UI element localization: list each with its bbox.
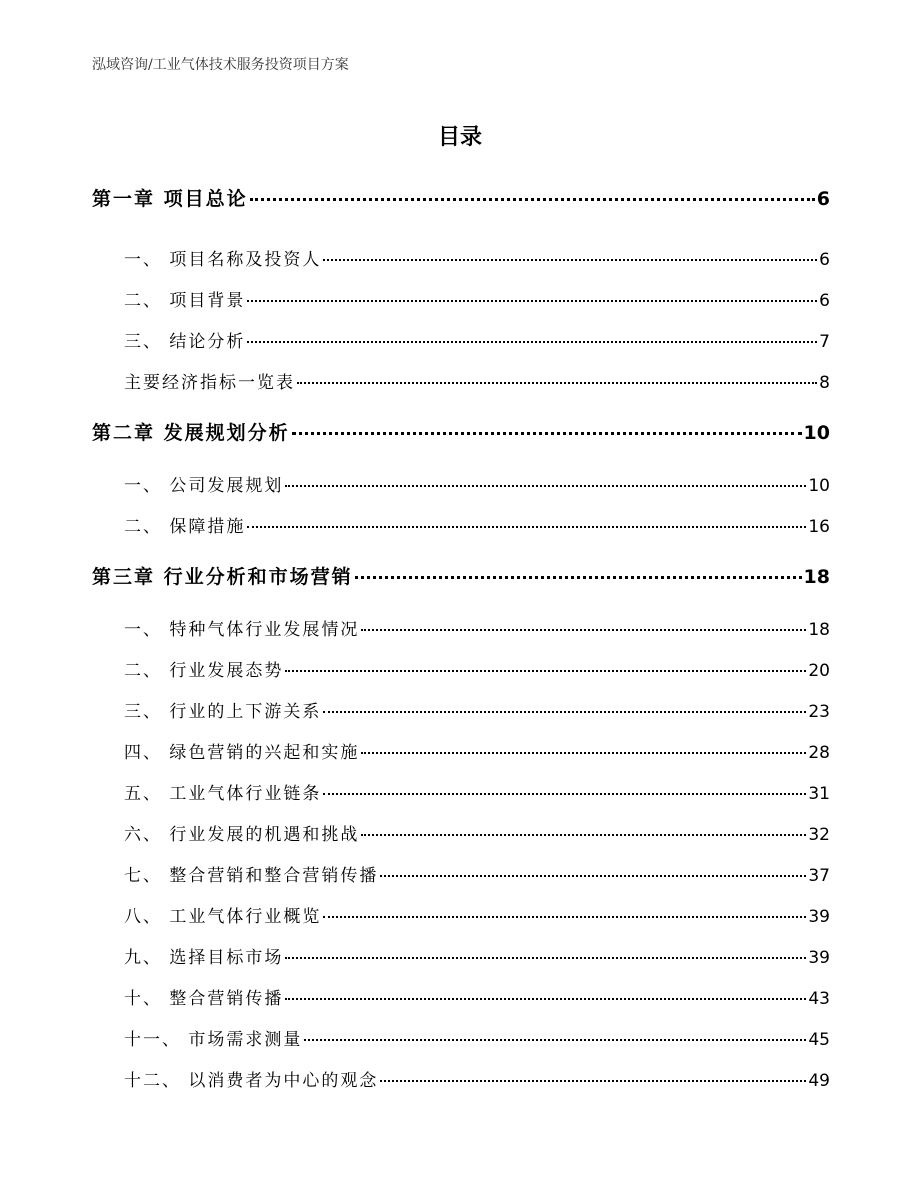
dot-leader: [323, 711, 806, 713]
toc-section[interactable]: [124, 245, 830, 270]
dot-leader: [247, 341, 817, 343]
toc-section[interactable]: [124, 471, 830, 496]
dot-leader: [361, 834, 806, 836]
dot-leader: [285, 485, 806, 487]
toc-page-number: 39: [808, 907, 830, 927]
toc-entry-text: 第二章 发展规划分析: [92, 422, 290, 444]
toc-section[interactable]: [124, 984, 830, 1009]
toc-section[interactable]: [124, 738, 830, 763]
dot-leader: [355, 576, 802, 579]
toc-page-number: 28: [808, 743, 830, 763]
toc-section[interactable]: [124, 861, 830, 886]
dot-leader: [323, 259, 817, 261]
toc-entry-text: 第三章 行业分析和市场营销: [92, 566, 353, 588]
toc-entry-text: 一、 特种气体行业发展情况: [124, 620, 360, 640]
dot-leader: [380, 875, 806, 877]
toc-entry-text: 二、 项目背景: [124, 291, 246, 311]
toc-page-number: 7: [819, 332, 830, 352]
toc-entry-text: 十二、 以消费者为中心的观念: [124, 1071, 379, 1091]
toc-page-number: 6: [819, 250, 830, 270]
toc-page-number: 16: [808, 517, 830, 537]
toc-entry-text: 二、 行业发展态势: [124, 661, 284, 681]
toc-page-number: 49: [808, 1071, 830, 1091]
toc-page-number: 39: [808, 948, 830, 968]
toc-page-number: 45: [808, 1030, 830, 1050]
toc-entry-text: 八、 工业气体行业概览: [124, 907, 322, 927]
toc-page-number: 10: [808, 476, 830, 496]
toc-section[interactable]: [124, 512, 830, 537]
toc-entry-text: 三、 结论分析: [124, 332, 246, 352]
dot-leader: [285, 957, 806, 959]
toc-page-number: 32: [808, 825, 830, 845]
toc-page-number: 10: [803, 422, 830, 444]
toc-page-number: 8: [819, 373, 830, 393]
toc-section[interactable]: [124, 615, 830, 640]
toc-section[interactable]: [124, 902, 830, 927]
toc-entry-text: 主要经济指标一览表: [124, 373, 295, 393]
toc-section[interactable]: [124, 943, 830, 968]
toc-entry-text: 二、 保障措施: [124, 517, 246, 537]
dot-leader: [250, 198, 815, 201]
toc-entry-text: 三、 行业的上下游关系: [124, 702, 322, 722]
toc-chapter[interactable]: [92, 184, 830, 211]
dot-leader: [297, 382, 817, 384]
toc-entry-text: 一、 公司发展规划: [124, 476, 284, 496]
dot-leader: [323, 916, 806, 918]
toc-entry-text: 一、 项目名称及投资人: [124, 250, 322, 270]
toc-page-number: 43: [808, 989, 830, 1009]
toc-page-number: 31: [808, 784, 830, 804]
dot-leader: [285, 670, 806, 672]
toc-section[interactable]: [124, 1025, 830, 1050]
page-title: 目录: [437, 125, 482, 150]
dot-leader: [292, 432, 802, 435]
toc-page-number: 37: [808, 866, 830, 886]
toc-entry-text: 九、 选择目标市场: [124, 948, 284, 968]
dot-leader: [380, 1080, 806, 1082]
dot-leader: [361, 752, 806, 754]
toc-entry-text: 十、 整合营销传播: [124, 989, 284, 1009]
toc-section[interactable]: [124, 779, 830, 804]
toc-chapter[interactable]: [92, 562, 830, 589]
toc-section[interactable]: [124, 368, 830, 393]
toc-entry-text: 十一、 市场需求测量: [124, 1030, 303, 1050]
toc-page-number: 6: [819, 291, 830, 311]
toc-section[interactable]: [124, 697, 830, 722]
toc-entry-text: 四、 绿色营销的兴起和实施: [124, 743, 360, 763]
toc-page-number: 18: [808, 620, 830, 640]
dot-leader: [304, 1039, 806, 1041]
dot-leader: [247, 526, 806, 528]
dot-leader: [285, 998, 806, 1000]
toc-section[interactable]: [124, 1066, 830, 1091]
dot-leader: [247, 300, 817, 302]
toc-page-number: 6: [816, 188, 830, 210]
running-header: 泓域咨询/工业气体技术服务投资项目方案: [92, 57, 349, 73]
dot-leader: [323, 793, 806, 795]
toc-entry-text: 第一章 项目总论: [92, 188, 248, 210]
toc-entry-text: 六、 行业发展的机遇和挑战: [124, 825, 360, 845]
toc-page-number: 18: [803, 566, 830, 588]
toc-page-number: 23: [808, 702, 830, 722]
toc-section[interactable]: [124, 656, 830, 681]
toc-page-number: 20: [808, 661, 830, 681]
toc-chapter[interactable]: [92, 418, 830, 445]
toc-entry-text: 七、 整合营销和整合营销传播: [124, 866, 379, 886]
dot-leader: [361, 629, 806, 631]
toc-entry-text: 五、 工业气体行业链条: [124, 784, 322, 804]
toc-section[interactable]: [124, 820, 830, 845]
toc-section[interactable]: [124, 286, 830, 311]
toc-section[interactable]: [124, 327, 830, 352]
